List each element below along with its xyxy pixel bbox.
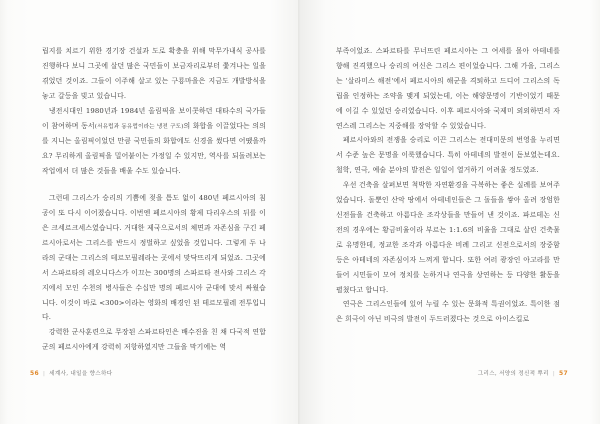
paragraph: 그런데 그리스가 승리의 기쁨에 젖을 틈도 없이 480년 페르시아의 침공이 또 다시 이어졌습니다. 이번엔 페르시아의 황제 다리우스의 뒤를 이은 크세르크세스였습니다. 거대한 제국으로서의 체면과 자존심을 구긴 페르시아로서는 그리스를 반드시 정벌하고 싶었을 것입니다. 그렇게 두 나라의 군대는 그리스의 테르모필레라는 곳에서 맞닥뜨리게 되었죠. 그곳에서 스파르타의 레오니다스가 이끄는 300명의 스파르타 전사와 그리스 각지에서 모인 수천의 병사들은 수십만 명의 페르시아 군대에 맞서 싸웠습니다. 이것이 바로 <300>이라는 영화의 배경인 된 테르모필레 전투입니다.: [42, 194, 266, 322]
right-footer: [478, 369, 568, 377]
right-page: [300, 0, 600, 424]
parenthetical-note: (서유럽과 동유럽이라는 냉전 구도): [94, 123, 184, 130]
right-body-text: [336, 44, 560, 327]
paragraph: 페르시아와의 전쟁을 승리로 이끈 그리스는 전대미문의 번영을 누리면서 수준 높은 문명을 이룩했습니다. 특히 아테네의 발전이 돋보였는데요. 철학, 연극, 예술 분야의 발전은 일일이 열거하기 어려울 정도였죠.: [336, 136, 560, 175]
paragraph: 강력한 군사훈련으로 무장된 스파르타인은 배수진을 친 채 다국적 연합군의 페르시아에게 강력히 저항하였지만 그들을 막기에는 역: [42, 328, 266, 352]
paragraph-text: 의 화합을 이끌었다는 의의를 지니는 올림픽이었던 만큼 국민들의 화합에도 신경을 썼다면 어땠을까요? 무리하게 올림픽을 밀어붙이는 가정일 수 있지만, 역사를 되돌려보는 작업에서 더 많은 것들을 배울 수도 있습니다.: [42, 121, 267, 176]
paragraph: 우선 건축을 살펴보면 척박한 자연환경을 극복하는 좋은 실례를 보여주었습니다. 돌뿐인 산악 땅에서 아테네인들은 그 돌들을 쌓아 올려 장엄한 신전들을 건축하고 아름다운 조각상들을 만들어 낸 것이죠. 파르테논 신전의 경우에는 황금비율이라 부르는 1:1.6의 비율을 그대로 살린 건축물로 유명한데, 정교한 조각과 아름다운 비례 그리고 신전으로서의 장중함 등은 아테네의 자존심이자 느껴게 합니다. 또한 여러 광장인 아고라를 만들어 시민들이 모여 정치를 논하거나 연극을 상연하는 등 다양한 활동을 펼쳤다고 합니다.: [336, 181, 560, 294]
paragraph: [42, 104, 266, 180]
running-title: 세계사, 내일을 향스하다: [49, 371, 113, 377]
left-footer: [30, 369, 112, 377]
left-body-text: [42, 44, 266, 355]
section-gap: [42, 179, 266, 191]
page-number: 56: [30, 370, 39, 377]
paragraph: 연극은 그리스인들에 있어 누릴 수 있는 문화적 특권이었죠. 특이한 점은 희극이 아닌 비극의 발전이 두드러졌다는 것으로 아이스킬로: [336, 300, 560, 324]
footer-divider: |: [552, 371, 556, 377]
paragraph: 립지를 치르기 위한 경기장 건설과 도로 확충을 위해 막무가내식 공사를 진행하다 보니 그곳에 살던 많은 국민들이 보금자리로부터 쫓겨나는 일을 겪었던 것이죠. 그들이 이주해 살고 있는 구룡마을은 지금도 개발방식을 놓고 갈등을 빚고 있습니다.: [42, 47, 266, 100]
running-title: 그리스, 서양의 정신적 뿌리: [477, 371, 549, 377]
paragraph-text: 냉전시대인 1980년과 1984년 올림픽을 보이콧하던 대타수의 국가들이 참여하며 동서: [42, 106, 266, 130]
page-number: 57: [559, 370, 568, 377]
footer-divider: |: [42, 371, 46, 377]
paragraph: 부족이었죠. 스파르타를 무너뜨린 페르시아는 그 여세를 몰아 아테네를 향해 진격했으나 승리의 여신은 그리스 편이었습니다. 그해 가을, 그리스는 '살라미스 해전'에서 페르시아의 해군을 격퇴하고 드디어 그리스의 독립을 인정하는 조약을 맺게 되었는데, 이는 해양문명이 기반이었기 때문에 이길 수 있었던 승리였습니다. 이후 페르시아와 국제미 외외하면서 자연스레 그리스는 지중해를 장악할 수 있었습니다.: [336, 47, 560, 130]
